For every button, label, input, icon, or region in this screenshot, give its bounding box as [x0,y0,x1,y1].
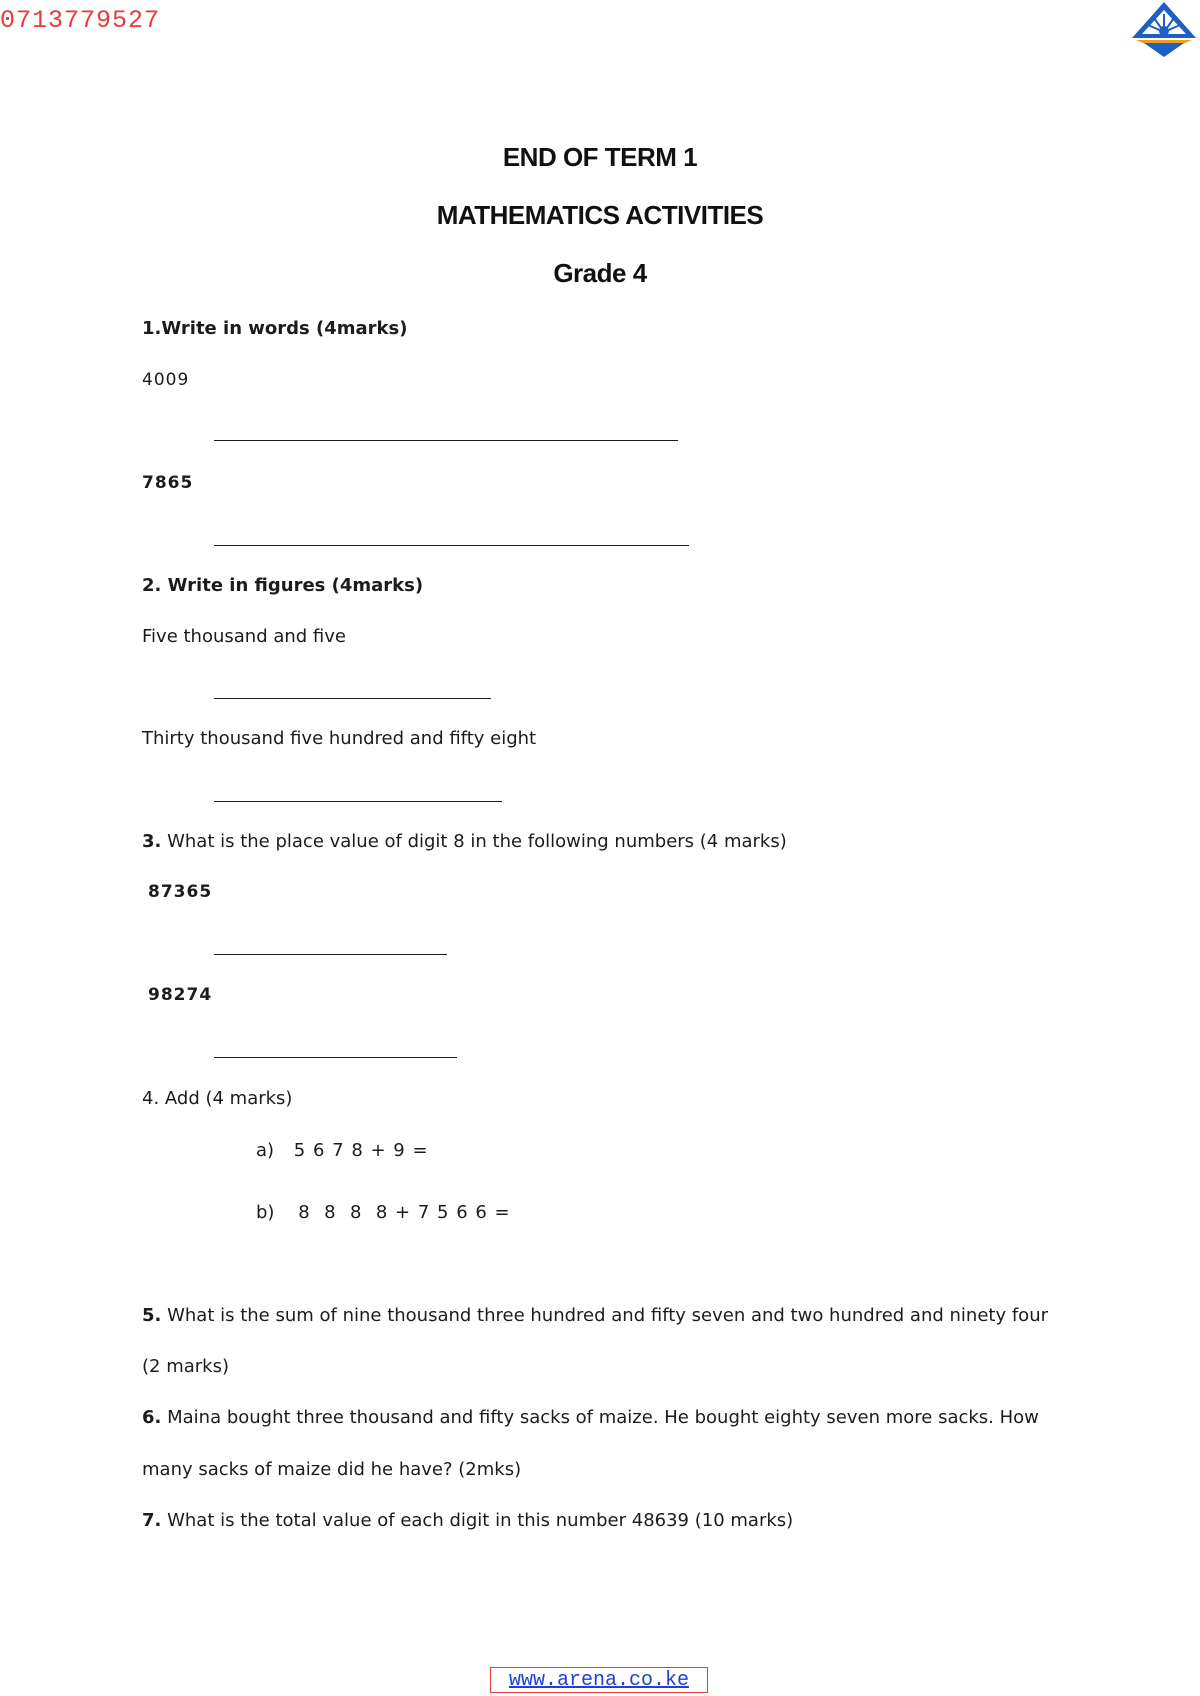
q4-item-b [256,1202,511,1223]
q3-item-b: 98274 [148,985,213,1005]
q7-number: 7. [142,1510,162,1531]
q5-line-1 [142,1305,1048,1326]
q1-item-b: 7865 [142,473,194,493]
q2-item-b: Thirty thousand five hundred and fifty eight [142,728,537,749]
title-end-of-term: END OF TERM 1 [502,142,698,172]
q1-answer-line-b [214,545,689,546]
q4-item-a [256,1140,429,1161]
q3-item-a: 87365 [148,882,213,902]
q1-item-a: 4009 [142,370,190,390]
q3-answer-line-a [214,954,447,955]
title-subject: MATHEMATICS ACTIVITIES [436,200,764,230]
q6-text: Maina bought three thousand and fifty sacks of maize. He bought eighty seven more sacks. How [161,1407,1039,1428]
q2-answer-line-a [214,698,491,699]
q3-number: 3. [142,831,162,852]
q7-text: What is the total value of each digit in this number 48639 (10 marks) [161,1510,794,1531]
q5-text: What is the sum of nine thousand three hundred and fifty seven and two hundred and ninety four [161,1305,1048,1326]
q3-answer-line-b [214,1057,457,1058]
q2-heading: 2. Write in figures (4marks) [142,575,424,596]
q6-line-2: many sacks of maize did he have? (2mks) [142,1459,522,1480]
q4-b-label: b) [256,1202,275,1223]
q5-number: 5. [142,1305,162,1326]
arena-pyramid-logo-icon [1130,0,1198,58]
q4-a-expression: 5 6 7 8 + 9 = [293,1140,429,1161]
q4-b-expression: 8 8 8 8 + 7 5 6 6 = [298,1202,511,1223]
q3-text: What is the place value of digit 8 in the following numbers (4 marks) [161,831,787,852]
q2-item-a: Five thousand and five [142,626,346,647]
q5-line-2: (2 marks) [142,1356,229,1377]
q4-heading: 4. Add (4 marks) [142,1088,293,1109]
q3-heading [142,831,787,852]
q6-number: 6. [142,1407,162,1428]
q1-heading: 1.Write in words (4marks) [142,318,408,339]
q6-line-1 [142,1407,1039,1428]
q7-line [142,1510,793,1531]
title-grade: Grade 4 [553,258,647,288]
q4-a-label: a) [256,1140,275,1161]
phone-number: 0713779527 [0,6,161,35]
q1-answer-line-a [214,440,678,441]
footer-website-link[interactable]: www.arena.co.ke [490,1667,708,1693]
q2-answer-line-b [214,801,502,802]
